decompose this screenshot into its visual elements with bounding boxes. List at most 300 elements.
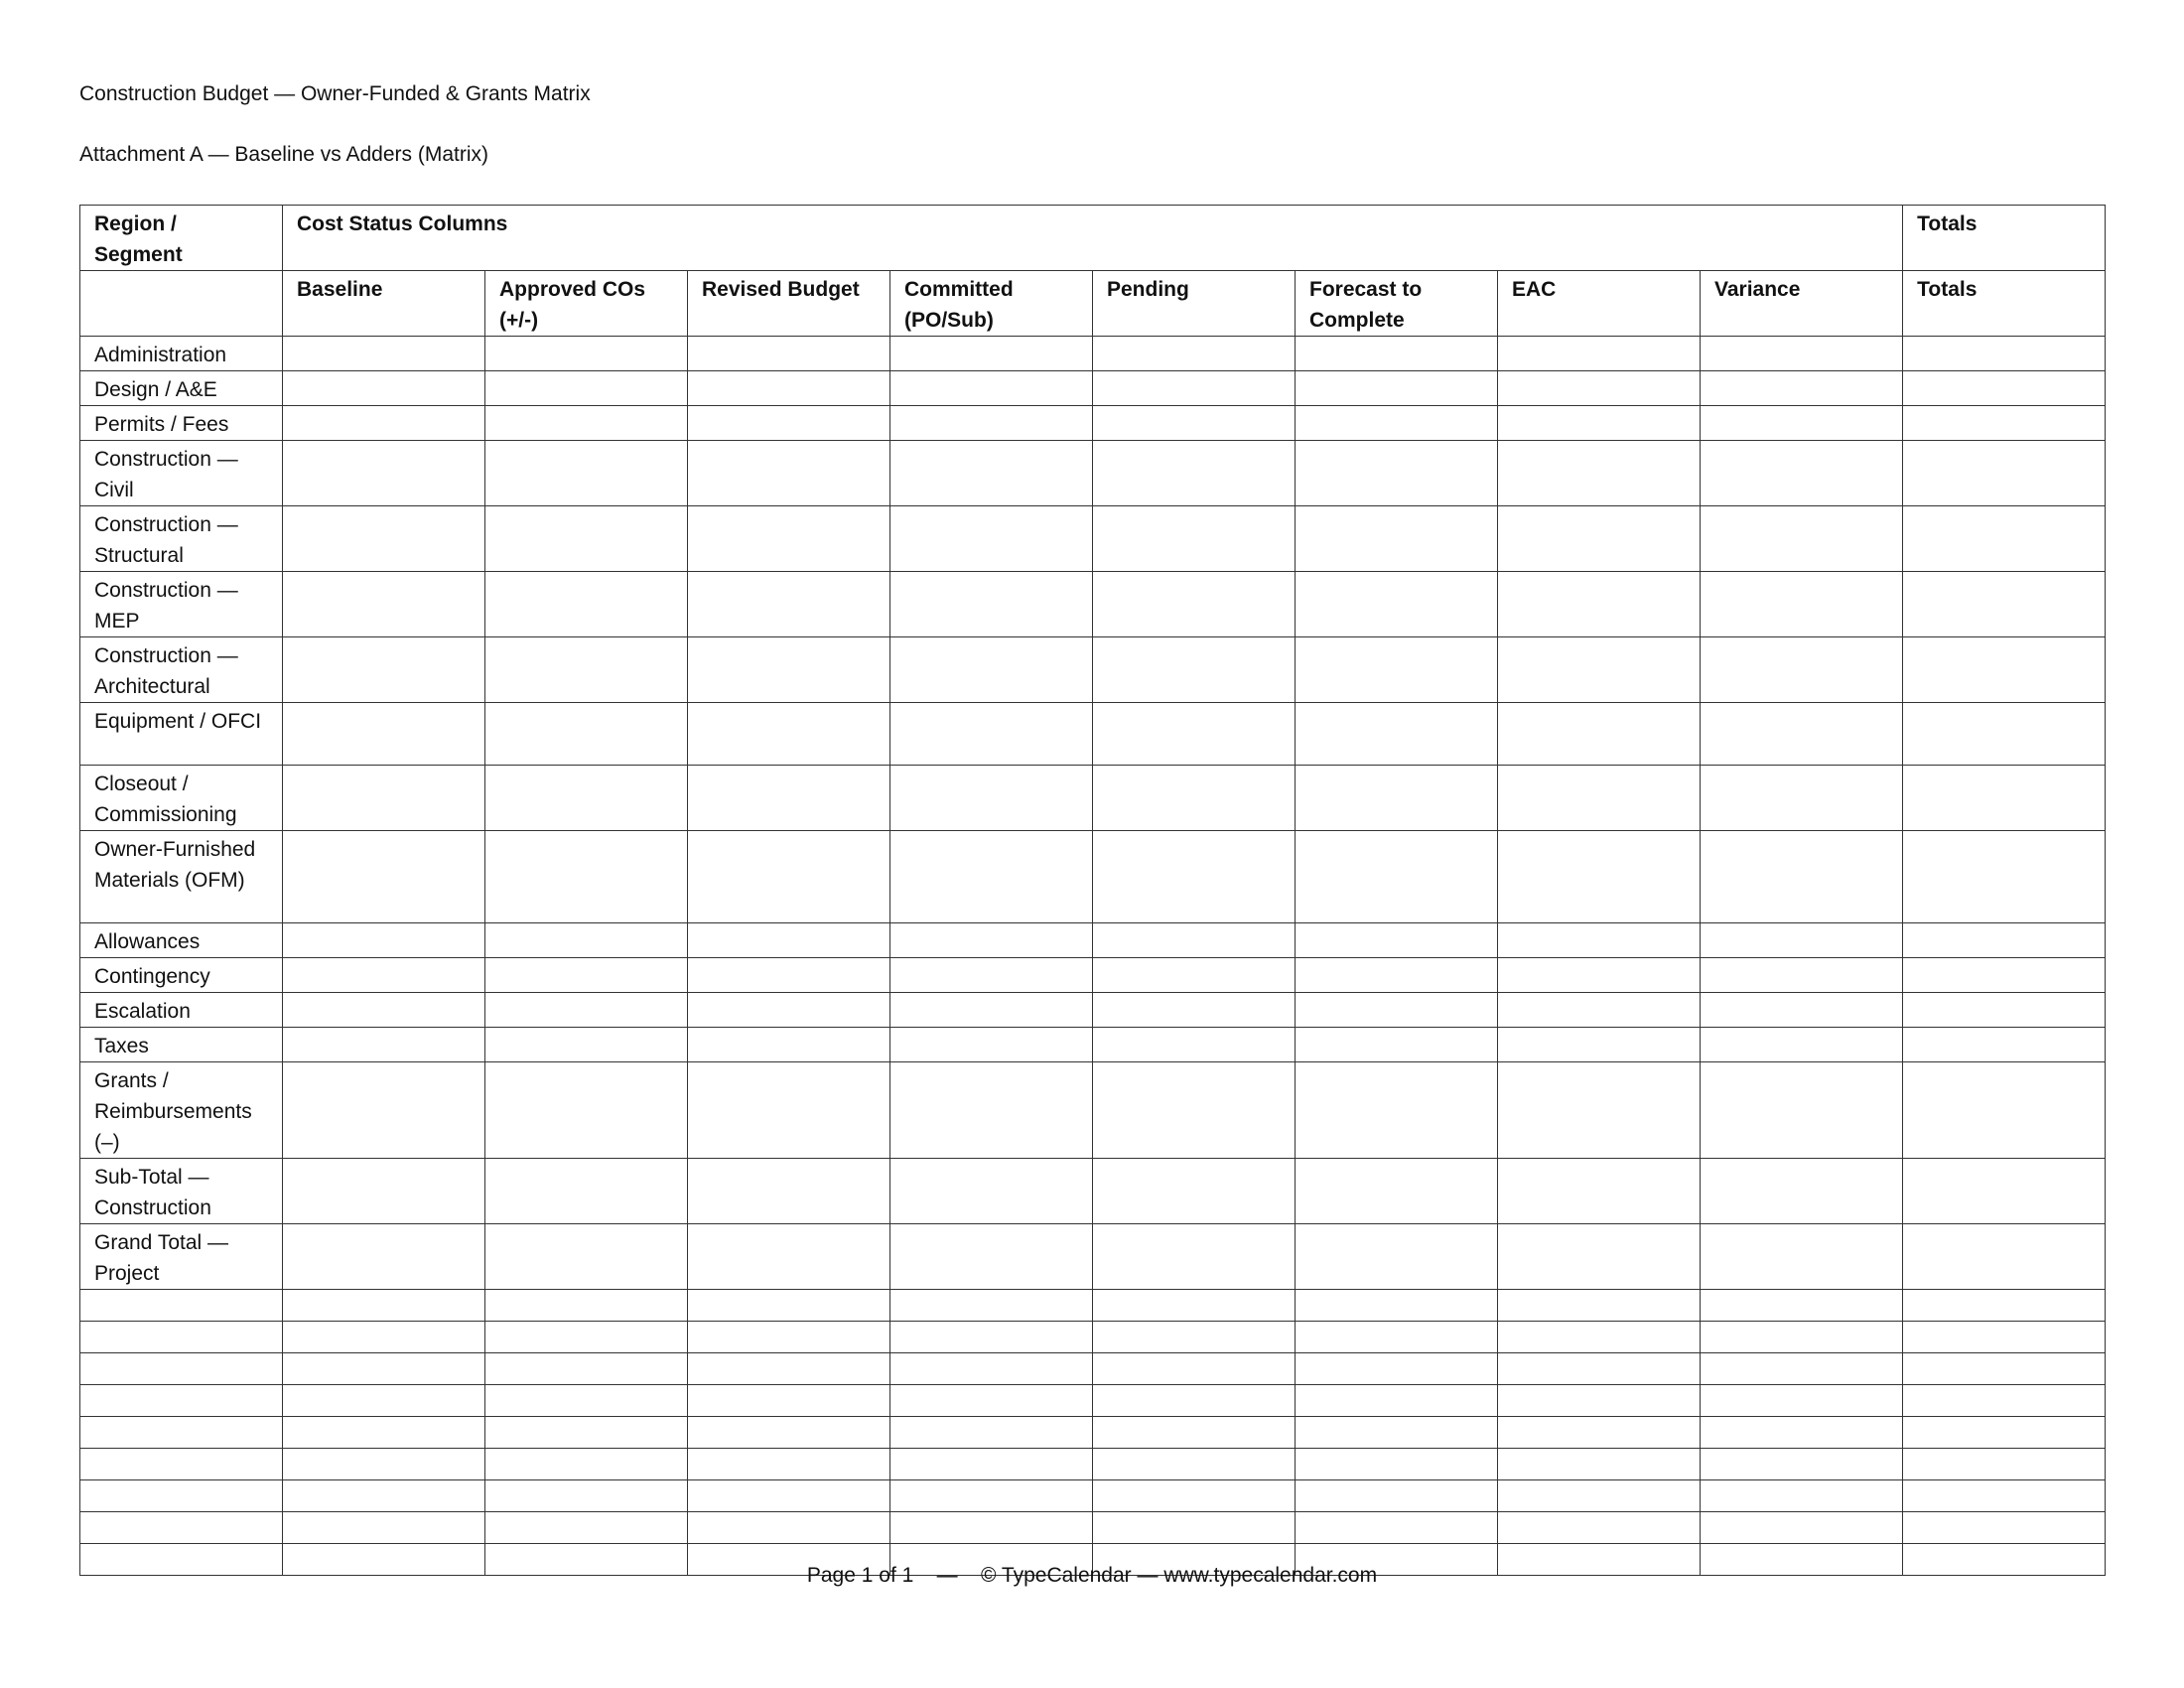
value-cell[interactable] xyxy=(485,1416,688,1448)
row-label: Taxes xyxy=(80,1027,283,1061)
value-cell[interactable] xyxy=(485,957,688,992)
value-cell[interactable] xyxy=(1701,1511,1903,1543)
row-label: Contingency xyxy=(80,957,283,992)
value-cell[interactable] xyxy=(1701,922,1903,957)
value-cell[interactable] xyxy=(890,337,1093,371)
value-cell[interactable] xyxy=(688,1321,890,1352)
value-cell[interactable] xyxy=(1093,765,1296,830)
footer-spacer xyxy=(958,1564,981,1587)
value-cell[interactable] xyxy=(1498,337,1701,371)
table-row xyxy=(80,1061,2106,1158)
value-cell[interactable] xyxy=(1903,1289,2106,1321)
value-cell[interactable] xyxy=(688,1511,890,1543)
value-cell[interactable] xyxy=(890,992,1093,1027)
value-cell[interactable] xyxy=(1093,1158,1296,1223)
value-cell[interactable] xyxy=(1701,1061,1903,1158)
value-cell[interactable] xyxy=(1296,406,1498,441)
value-cell[interactable] xyxy=(485,1289,688,1321)
value-cell[interactable] xyxy=(688,572,890,637)
row-label: Owner-Furnished Materials (OFM) xyxy=(80,830,283,922)
value-cell[interactable] xyxy=(1093,703,1296,766)
value-cell[interactable] xyxy=(688,1448,890,1479)
value-cell[interactable] xyxy=(1903,637,2106,703)
value-cell[interactable] xyxy=(1498,992,1701,1027)
value-cell[interactable] xyxy=(890,371,1093,406)
value-cell[interactable] xyxy=(1701,1448,1903,1479)
value-cell[interactable] xyxy=(283,765,485,830)
header-empty xyxy=(80,271,283,337)
value-cell[interactable] xyxy=(1701,572,1903,637)
value-cell[interactable] xyxy=(1903,337,2106,371)
value-cell[interactable] xyxy=(1701,765,1903,830)
value-cell[interactable] xyxy=(1903,572,2106,637)
value-cell[interactable] xyxy=(1498,922,1701,957)
column-header-variance: Variance xyxy=(1701,271,1903,337)
value-cell[interactable] xyxy=(1498,830,1701,922)
value-cell[interactable] xyxy=(485,1479,688,1511)
column-header-pending: Pending xyxy=(1093,271,1296,337)
table-row xyxy=(80,637,2106,703)
value-cell[interactable] xyxy=(1903,1061,2106,1158)
value-cell[interactable] xyxy=(1701,1158,1903,1223)
column-header-revised-budget: Revised Budget xyxy=(688,271,890,337)
value-cell[interactable] xyxy=(485,830,688,922)
value-cell[interactable] xyxy=(688,765,890,830)
value-cell[interactable] xyxy=(1903,765,2106,830)
value-cell[interactable] xyxy=(1701,637,1903,703)
value-cell[interactable] xyxy=(688,1158,890,1223)
value-cell[interactable] xyxy=(688,371,890,406)
value-cell[interactable] xyxy=(890,441,1093,506)
value-cell[interactable] xyxy=(688,1223,890,1289)
value-cell[interactable] xyxy=(890,1223,1093,1289)
value-cell[interactable] xyxy=(890,637,1093,703)
value-cell[interactable] xyxy=(1296,1061,1498,1158)
value-cell[interactable] xyxy=(1296,1352,1498,1384)
value-cell[interactable] xyxy=(1903,703,2106,766)
value-cell[interactable] xyxy=(1903,1384,2106,1416)
value-cell[interactable] xyxy=(283,637,485,703)
value-cell[interactable] xyxy=(1498,371,1701,406)
table-row xyxy=(80,506,2106,572)
blank-table-row xyxy=(80,1352,2106,1384)
value-cell[interactable] xyxy=(485,572,688,637)
row-label: Construction — Structural xyxy=(80,506,283,572)
value-cell[interactable] xyxy=(1498,1384,1701,1416)
value-cell[interactable] xyxy=(283,830,485,922)
value-cell[interactable] xyxy=(283,703,485,766)
value-cell[interactable] xyxy=(890,1352,1093,1384)
blank-table-row xyxy=(80,1511,2106,1543)
value-cell[interactable] xyxy=(485,1352,688,1384)
value-cell[interactable] xyxy=(1296,637,1498,703)
table-row xyxy=(80,406,2106,441)
value-cell[interactable] xyxy=(283,406,485,441)
header-row-group xyxy=(80,206,2106,271)
value-cell[interactable] xyxy=(1296,1027,1498,1061)
value-cell[interactable] xyxy=(890,1416,1093,1448)
value-cell[interactable] xyxy=(1701,1321,1903,1352)
value-cell[interactable] xyxy=(1093,506,1296,572)
value-cell[interactable] xyxy=(1498,1416,1701,1448)
value-cell[interactable] xyxy=(1701,1289,1903,1321)
value-cell[interactable] xyxy=(1498,765,1701,830)
value-cell[interactable] xyxy=(1093,1416,1296,1448)
value-cell[interactable] xyxy=(283,1027,485,1061)
column-header-totals: Totals xyxy=(1903,271,2106,337)
value-cell[interactable] xyxy=(283,1479,485,1511)
value-cell[interactable] xyxy=(485,506,688,572)
value-cell[interactable] xyxy=(1903,1416,2106,1448)
blank-label-cell[interactable] xyxy=(80,1289,283,1321)
value-cell[interactable] xyxy=(283,1352,485,1384)
value-cell[interactable] xyxy=(1296,441,1498,506)
value-cell[interactable] xyxy=(283,1448,485,1479)
value-cell[interactable] xyxy=(890,1384,1093,1416)
value-cell[interactable] xyxy=(1903,992,2106,1027)
value-cell[interactable] xyxy=(283,1061,485,1158)
value-cell[interactable] xyxy=(1903,830,2106,922)
value-cell[interactable] xyxy=(485,1511,688,1543)
value-cell[interactable] xyxy=(890,957,1093,992)
row-label: Equipment / OFCI xyxy=(80,703,283,766)
value-cell[interactable] xyxy=(1498,506,1701,572)
value-cell[interactable] xyxy=(688,1384,890,1416)
value-cell[interactable] xyxy=(688,957,890,992)
value-cell[interactable] xyxy=(1093,992,1296,1027)
column-header-approved-cos: Approved COs (+/-) xyxy=(485,271,688,337)
value-cell[interactable] xyxy=(688,1479,890,1511)
value-cell[interactable] xyxy=(1296,572,1498,637)
value-cell[interactable] xyxy=(1093,1352,1296,1384)
value-cell[interactable] xyxy=(485,703,688,766)
value-cell[interactable] xyxy=(890,830,1093,922)
value-cell[interactable] xyxy=(1296,830,1498,922)
value-cell[interactable] xyxy=(1903,1223,2106,1289)
value-cell[interactable] xyxy=(890,1158,1093,1223)
value-cell[interactable] xyxy=(890,703,1093,766)
table-row xyxy=(80,337,2106,371)
value-cell[interactable] xyxy=(1701,406,1903,441)
value-cell[interactable] xyxy=(890,1448,1093,1479)
value-cell[interactable] xyxy=(1498,441,1701,506)
value-cell[interactable] xyxy=(1903,922,2106,957)
value-cell[interactable] xyxy=(688,1289,890,1321)
value-cell[interactable] xyxy=(485,1448,688,1479)
value-cell[interactable] xyxy=(1296,1158,1498,1223)
value-cell[interactable] xyxy=(1093,1061,1296,1158)
value-cell[interactable] xyxy=(283,992,485,1027)
value-cell[interactable] xyxy=(688,337,890,371)
value-cell[interactable] xyxy=(1903,1027,2106,1061)
value-cell[interactable] xyxy=(1903,441,2106,506)
value-cell[interactable] xyxy=(283,957,485,992)
row-label: Administration xyxy=(80,337,283,371)
value-cell[interactable] xyxy=(1498,957,1701,992)
value-cell[interactable] xyxy=(283,441,485,506)
value-cell[interactable] xyxy=(890,922,1093,957)
value-cell[interactable] xyxy=(1296,506,1498,572)
value-cell[interactable] xyxy=(890,572,1093,637)
value-cell[interactable] xyxy=(283,1289,485,1321)
blank-label-cell[interactable] xyxy=(80,1448,283,1479)
value-cell[interactable] xyxy=(485,1321,688,1352)
value-cell[interactable] xyxy=(1296,922,1498,957)
value-cell[interactable] xyxy=(1701,337,1903,371)
value-cell[interactable] xyxy=(1498,1158,1701,1223)
value-cell[interactable] xyxy=(1498,1448,1701,1479)
value-cell[interactable] xyxy=(485,1027,688,1061)
value-cell[interactable] xyxy=(283,337,485,371)
value-cell[interactable] xyxy=(1498,1321,1701,1352)
value-cell[interactable] xyxy=(485,992,688,1027)
value-cell[interactable] xyxy=(688,992,890,1027)
value-cell[interactable] xyxy=(1093,371,1296,406)
budget-matrix-table xyxy=(79,205,2106,1576)
row-label: Sub-Total — Construction xyxy=(80,1158,283,1223)
value-cell[interactable] xyxy=(283,1416,485,1448)
matrix-body xyxy=(80,337,2106,1576)
value-cell[interactable] xyxy=(890,406,1093,441)
value-cell[interactable] xyxy=(1498,1289,1701,1321)
document-title: Construction Budget — Owner-Funded & Grants Matrix xyxy=(79,82,591,105)
footer-spacer xyxy=(913,1564,936,1587)
value-cell[interactable] xyxy=(688,703,890,766)
value-cell[interactable] xyxy=(1296,1448,1498,1479)
value-cell[interactable] xyxy=(1093,1448,1296,1479)
footer-copyright: © TypeCalendar — www.typecalendar.com xyxy=(980,1564,1378,1587)
value-cell[interactable] xyxy=(1296,1416,1498,1448)
value-cell[interactable] xyxy=(1701,506,1903,572)
table-row xyxy=(80,572,2106,637)
value-cell[interactable] xyxy=(688,830,890,922)
value-cell[interactable] xyxy=(1701,1416,1903,1448)
blank-table-row xyxy=(80,1321,2106,1352)
value-cell[interactable] xyxy=(485,765,688,830)
value-cell[interactable] xyxy=(890,1289,1093,1321)
row-label: Construction — Architectural xyxy=(80,637,283,703)
blank-table-row xyxy=(80,1479,2106,1511)
value-cell[interactable] xyxy=(283,1158,485,1223)
table-row xyxy=(80,830,2106,922)
value-cell[interactable] xyxy=(1296,992,1498,1027)
value-cell[interactable] xyxy=(1903,406,2106,441)
value-cell[interactable] xyxy=(1296,371,1498,406)
column-header-eac: EAC xyxy=(1498,271,1701,337)
blank-label-cell[interactable] xyxy=(80,1384,283,1416)
value-cell[interactable] xyxy=(688,1352,890,1384)
value-cell[interactable] xyxy=(1701,1352,1903,1384)
value-cell[interactable] xyxy=(283,371,485,406)
row-label: Escalation xyxy=(80,992,283,1027)
value-cell[interactable] xyxy=(1498,1479,1701,1511)
column-header-forecast-to-complete: Forecast to Complete xyxy=(1296,271,1498,337)
value-cell[interactable] xyxy=(1498,1511,1701,1543)
blank-label-cell[interactable] xyxy=(80,1479,283,1511)
row-label: Grand Total — Project xyxy=(80,1223,283,1289)
document-subtitle: Attachment A — Baseline vs Adders (Matrix) xyxy=(79,143,489,166)
value-cell[interactable] xyxy=(1701,1027,1903,1061)
value-cell[interactable] xyxy=(485,1158,688,1223)
value-cell[interactable] xyxy=(1498,406,1701,441)
value-cell[interactable] xyxy=(1701,1223,1903,1289)
column-header-committed-po-sub: Committed (PO/Sub) xyxy=(890,271,1093,337)
value-cell[interactable] xyxy=(485,441,688,506)
blank-label-cell[interactable] xyxy=(80,1511,283,1543)
table-row xyxy=(80,922,2106,957)
value-cell[interactable] xyxy=(1093,637,1296,703)
value-cell[interactable] xyxy=(1903,957,2106,992)
value-cell[interactable] xyxy=(1093,406,1296,441)
value-cell[interactable] xyxy=(485,371,688,406)
value-cell[interactable] xyxy=(1093,441,1296,506)
footer-page-number: Page 1 of 1 xyxy=(806,1564,914,1587)
header-region-segment: Region / Segment xyxy=(80,206,283,271)
value-cell[interactable] xyxy=(688,922,890,957)
row-label: Closeout / Commissioning xyxy=(80,765,283,830)
blank-table-row xyxy=(80,1416,2106,1448)
value-cell[interactable] xyxy=(1903,1448,2106,1479)
value-cell[interactable] xyxy=(1903,1158,2106,1223)
value-cell[interactable] xyxy=(1498,703,1701,766)
table-row xyxy=(80,1027,2106,1061)
value-cell[interactable] xyxy=(283,1511,485,1543)
value-cell[interactable] xyxy=(1296,1479,1498,1511)
value-cell[interactable] xyxy=(1701,1479,1903,1511)
value-cell[interactable] xyxy=(1701,992,1903,1027)
value-cell[interactable] xyxy=(890,1027,1093,1061)
table-row xyxy=(80,957,2106,992)
value-cell[interactable] xyxy=(1498,1027,1701,1061)
value-cell[interactable] xyxy=(890,1061,1093,1158)
value-cell[interactable] xyxy=(688,1416,890,1448)
blank-label-cell[interactable] xyxy=(80,1416,283,1448)
row-label: Permits / Fees xyxy=(80,406,283,441)
value-cell[interactable] xyxy=(283,1384,485,1416)
value-cell[interactable] xyxy=(485,337,688,371)
table-row xyxy=(80,371,2106,406)
value-cell[interactable] xyxy=(688,1061,890,1158)
blank-table-row xyxy=(80,1289,2106,1321)
value-cell[interactable] xyxy=(283,1321,485,1352)
value-cell[interactable] xyxy=(1498,1352,1701,1384)
value-cell[interactable] xyxy=(1903,1511,2106,1543)
value-cell[interactable] xyxy=(1093,1511,1296,1543)
blank-table-row xyxy=(80,1384,2106,1416)
value-cell[interactable] xyxy=(1498,1223,1701,1289)
row-label: Construction — Civil xyxy=(80,441,283,506)
value-cell[interactable] xyxy=(1296,1384,1498,1416)
value-cell[interactable] xyxy=(890,1321,1093,1352)
table-row xyxy=(80,992,2106,1027)
value-cell[interactable] xyxy=(1903,1352,2106,1384)
value-cell[interactable] xyxy=(890,506,1093,572)
value-cell[interactable] xyxy=(1093,1384,1296,1416)
value-cell[interactable] xyxy=(485,406,688,441)
value-cell[interactable] xyxy=(1296,337,1498,371)
value-cell[interactable] xyxy=(1701,830,1903,922)
value-cell[interactable] xyxy=(1296,1321,1498,1352)
value-cell[interactable] xyxy=(1903,1321,2106,1352)
header-totals-group: Totals xyxy=(1903,206,2106,271)
value-cell[interactable] xyxy=(688,1027,890,1061)
row-label: Grants / Reimbursements (–) xyxy=(80,1061,283,1158)
value-cell[interactable] xyxy=(283,922,485,957)
table-row xyxy=(80,703,2106,766)
value-cell[interactable] xyxy=(485,1384,688,1416)
value-cell[interactable] xyxy=(890,1511,1093,1543)
blank-label-cell[interactable] xyxy=(80,1352,283,1384)
table-row xyxy=(80,1158,2106,1223)
value-cell[interactable] xyxy=(1701,1384,1903,1416)
value-cell[interactable] xyxy=(1093,1223,1296,1289)
value-cell[interactable] xyxy=(485,922,688,957)
value-cell[interactable] xyxy=(485,1223,688,1289)
table-row xyxy=(80,441,2106,506)
value-cell[interactable] xyxy=(890,1479,1093,1511)
value-cell[interactable] xyxy=(1093,830,1296,922)
blank-table-row xyxy=(80,1448,2106,1479)
header-cost-status-columns: Cost Status Columns xyxy=(283,206,1903,271)
value-cell[interactable] xyxy=(485,637,688,703)
row-label: Allowances xyxy=(80,922,283,957)
value-cell[interactable] xyxy=(1093,1027,1296,1061)
value-cell[interactable] xyxy=(1093,922,1296,957)
value-cell[interactable] xyxy=(1498,1061,1701,1158)
value-cell[interactable] xyxy=(283,1223,485,1289)
value-cell[interactable] xyxy=(1903,371,2106,406)
value-cell[interactable] xyxy=(1296,1511,1498,1543)
table-row xyxy=(80,765,2106,830)
value-cell[interactable] xyxy=(283,506,485,572)
value-cell[interactable] xyxy=(1296,957,1498,992)
page-footer xyxy=(0,1563,2184,1589)
footer-separator: — xyxy=(936,1564,958,1587)
value-cell[interactable] xyxy=(688,406,890,441)
value-cell[interactable] xyxy=(1903,506,2106,572)
value-cell[interactable] xyxy=(1498,637,1701,703)
value-cell[interactable] xyxy=(485,1061,688,1158)
value-cell[interactable] xyxy=(1093,1479,1296,1511)
value-cell[interactable] xyxy=(1701,441,1903,506)
value-cell[interactable] xyxy=(1296,765,1498,830)
value-cell[interactable] xyxy=(1701,703,1903,766)
value-cell[interactable] xyxy=(1296,1223,1498,1289)
header-row-columns xyxy=(80,271,2106,337)
value-cell[interactable] xyxy=(688,506,890,572)
row-label: Design / A&E xyxy=(80,371,283,406)
value-cell[interactable] xyxy=(1093,337,1296,371)
column-header-baseline: Baseline xyxy=(283,271,485,337)
value-cell[interactable] xyxy=(688,441,890,506)
value-cell[interactable] xyxy=(1701,371,1903,406)
value-cell[interactable] xyxy=(688,637,890,703)
value-cell[interactable] xyxy=(1093,1321,1296,1352)
value-cell[interactable] xyxy=(283,572,485,637)
value-cell[interactable] xyxy=(1093,572,1296,637)
value-cell[interactable] xyxy=(1296,703,1498,766)
value-cell[interactable] xyxy=(1903,1479,2106,1511)
blank-label-cell[interactable] xyxy=(80,1321,283,1352)
value-cell[interactable] xyxy=(1701,957,1903,992)
table-row xyxy=(80,1223,2106,1289)
value-cell[interactable] xyxy=(890,765,1093,830)
value-cell[interactable] xyxy=(1296,1289,1498,1321)
value-cell[interactable] xyxy=(1093,1289,1296,1321)
row-label: Construction — MEP xyxy=(80,572,283,637)
value-cell[interactable] xyxy=(1093,957,1296,992)
value-cell[interactable] xyxy=(1498,572,1701,637)
